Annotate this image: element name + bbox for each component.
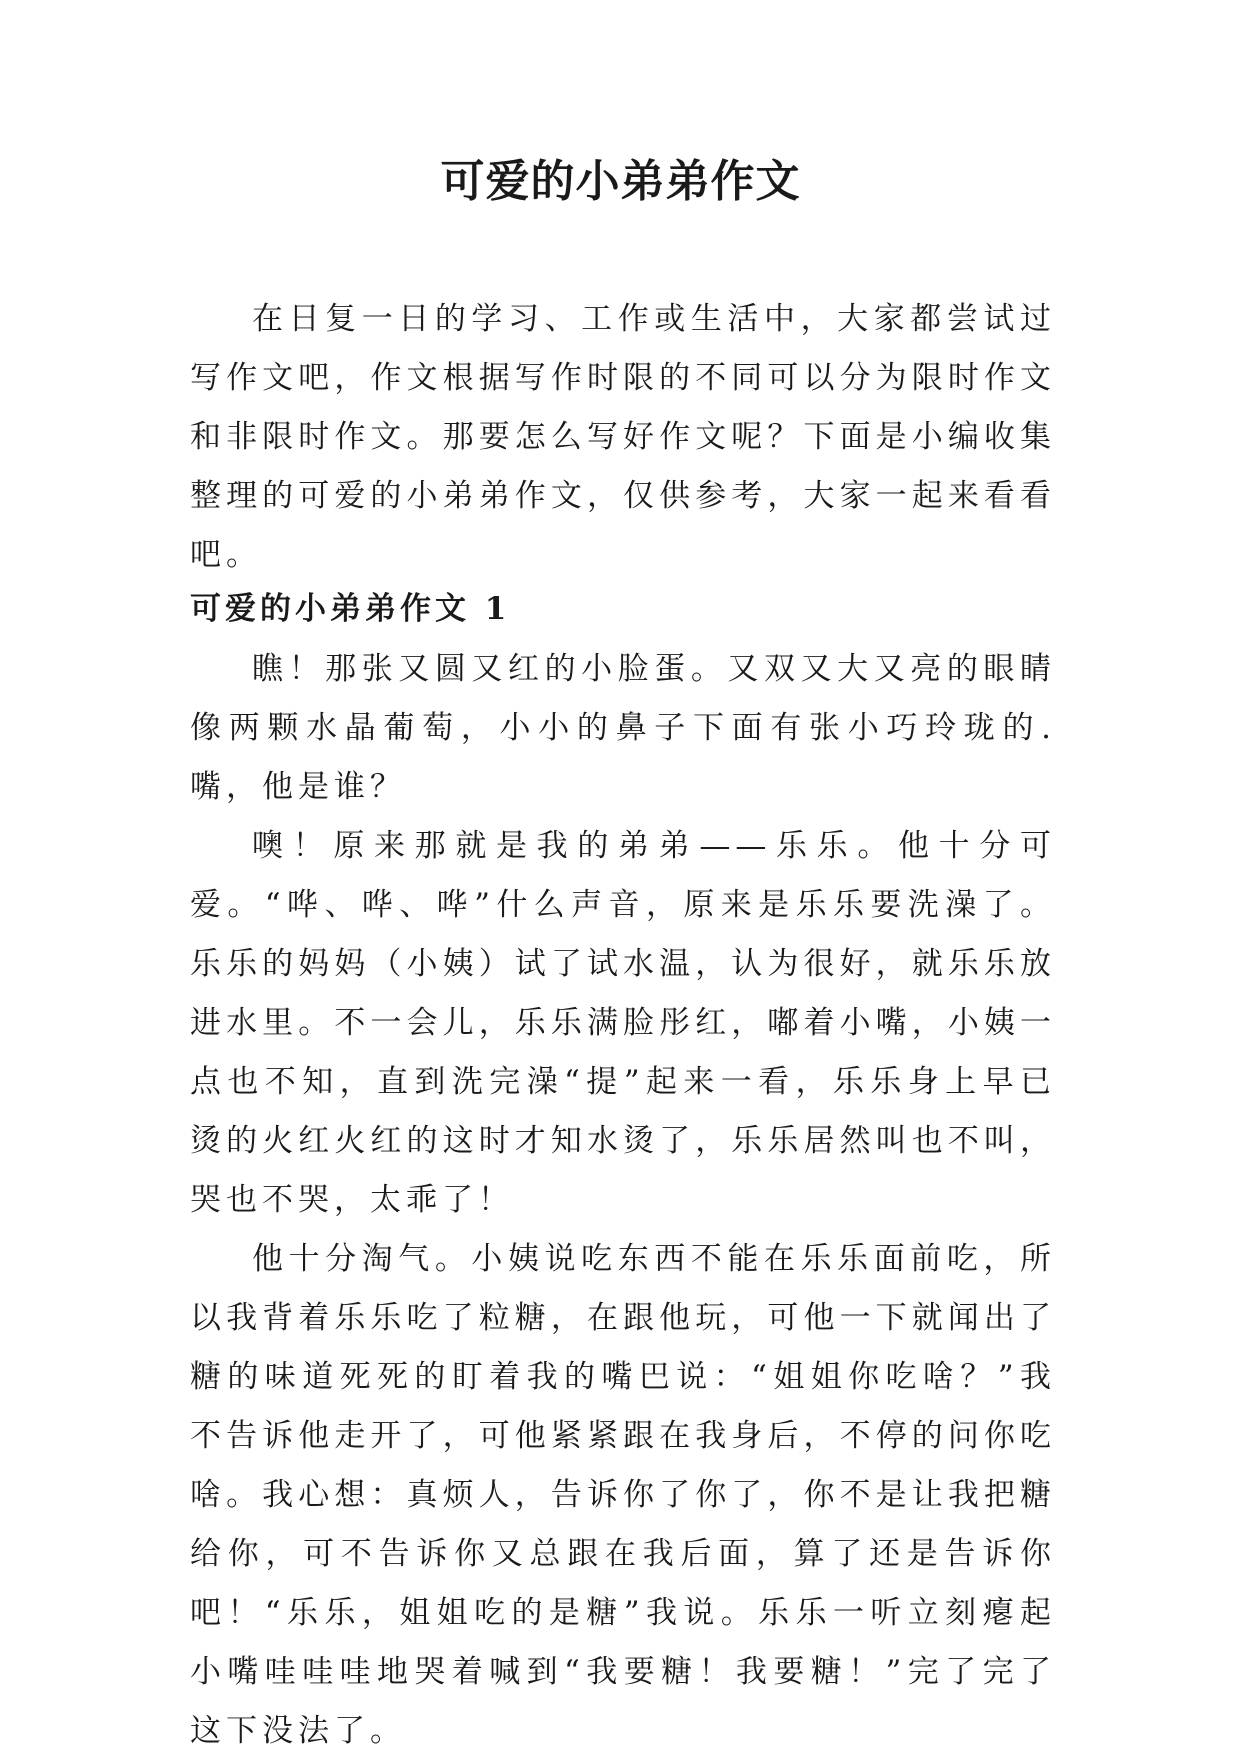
intro-section bbox=[190, 290, 1056, 585]
essay-body bbox=[190, 640, 1056, 1761]
essay-paragraph: 瞧！那张又圆又红的小脸蛋。又双又大又亮的眼睛像两颗水晶葡萄，小小的鼻子下面有张小巧玲珑的.嘴，他是谁？ bbox=[190, 651, 1056, 805]
section-heading: 可爱的小弟弟作文 1 bbox=[190, 591, 511, 627]
intro-paragraph: 在日复一日的学习、工作或生活中，大家都尝试过写作文吧，作文根据写作时限的不同可以分为限时作文和非限时作文。那要怎么写好作文呢？下面是小编收集整理的可爱的小弟弟作文，仅供参考，大家一起来看看吧。 bbox=[190, 301, 1056, 573]
essay-paragraph: 他十分淘气。小姨说吃东西不能在乐乐面前吃，所以我背着乐乐吃了粒糖，在跟他玩，可他一下就闻出了糖的味道死死的盯着我的嘴巴说：“姐姐你吃啥？”我不告诉他走开了，可他紧紧跟在我身后，不停的问你吃啥。我心想：真烦人，告诉你了你了，你不是让我把糖给你，可不告诉你又总跟在我后面，算了还是告诉你吧！“乐乐，姐姐吃的是糖”我说。乐乐一听立刻瘪起小嘴哇哇哇地哭着喊到“我要糖！我要糖！”完了完了这下没法了。 bbox=[190, 1241, 1056, 1749]
page-title: 可爱的小弟弟作文 bbox=[440, 156, 801, 207]
essay-paragraph: 噢！原来那就是我的弟弟——乐乐。他十分可爱。“哗、哗、哗”什么声音，原来是乐乐要洗澡了。乐乐的妈妈（小姨）试了试水温，认为很好，就乐乐放进水里。不一会儿，乐乐满脸彤红，嘟着小嘴，小姨一点也不知，直到洗完澡“提”起来一看，乐乐身上早已烫的火红火红的这时才知水烫了，乐乐居然叫也不叫，哭也不哭，太乖了！ bbox=[190, 828, 1056, 1218]
